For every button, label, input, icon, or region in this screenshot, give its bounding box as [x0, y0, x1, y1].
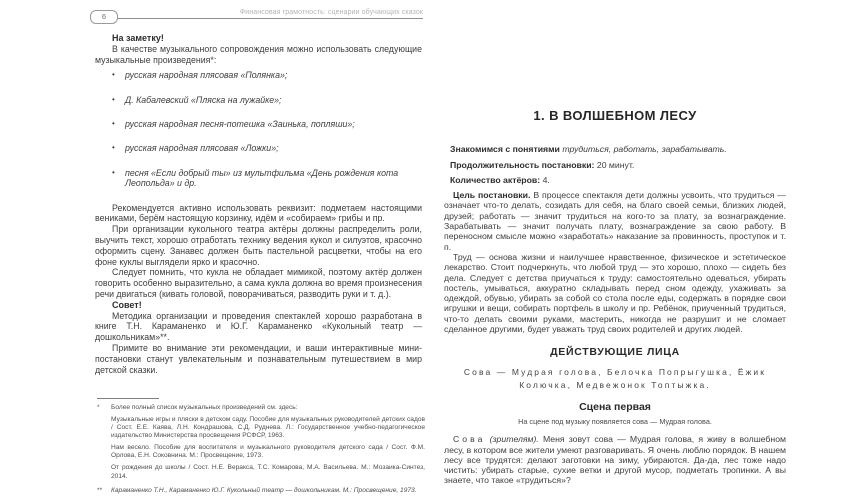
actors-label: Количество актёров: — [450, 174, 541, 185]
advice-heading: Совет! — [112, 299, 142, 310]
body-paragraph: При организации кукольного театра актёры должны распределить роли, выучить текст, хорошо отработать технику ведения кукол и силуэтов, красочно оформить сцену. Занавес должен быть пастельной расцветки, чтобы на его фоне куклы выглядели ярко и красочно. — [95, 224, 422, 267]
footnote — [95, 404, 425, 481]
header-rule — [90, 18, 423, 19]
footnote-marker: * — [97, 404, 100, 411]
footnote-source: Музыкальные игры и пляски в детском саду. Пособие для музыкальных руководителей детских садов / Сост. Е.Е. Каява, Л.Н. Кондрашова, С.Д. Руднева. Л.: Государственное учебно-педагогическое издательство Министерства просвещения РСФСР, 1963. — [111, 415, 425, 440]
music-list-item — [95, 70, 422, 81]
music-list-item — [95, 168, 422, 190]
duration-label: Продолжительность постановки: — [450, 159, 595, 170]
cast-list: Сова — Мудрая голова, Белочка Попрыгушка, Ёжик Колючка, Медвежонок Топтыжка. — [463, 366, 767, 391]
scene-heading: Сцена первая — [579, 400, 651, 413]
footnote-marker: ** — [97, 486, 103, 494]
footnotes — [95, 398, 425, 497]
right-page — [444, 0, 786, 494]
duration-value: 20 минут. — [596, 159, 635, 170]
footnote-source: От рождения до школы / Сост. Н.Е. Веракса, Т.С. Комарова, М.А. Васильева. М.: Мозаика-Синтез, 2014. — [111, 464, 425, 480]
concepts-label: Знакомимся с понятиями — [450, 144, 560, 155]
footnote-text: Караманенко Т.Н., Караманенко Ю.Г. Кукольный театр — дошкольникам. М.: Просвещение, 1973. — [111, 486, 417, 494]
bullet-icon: • — [112, 94, 115, 104]
left-page — [95, 33, 422, 375]
bullet-icon: • — [112, 70, 115, 80]
page-number: 6 — [90, 10, 118, 24]
bullet-icon: • — [112, 167, 115, 177]
concepts-value: трудиться, работать, зарабатывать. — [562, 144, 727, 155]
footnote — [95, 487, 425, 495]
production-meta — [444, 144, 786, 185]
owl-aside: (зрителям). — [489, 434, 539, 445]
footnote-text: Более полный список музыкальных произведений см. здесь: — [111, 404, 298, 411]
owl-character-name: Сова — [453, 434, 486, 445]
stage-direction: На сцене под музыку появляется сова — Мудрая голова. — [518, 416, 712, 426]
music-list-item-text: Д. Кабалевский «Пляска на лужайке»; — [125, 94, 282, 105]
music-list — [95, 70, 422, 189]
concepts-line — [444, 144, 786, 154]
cast-heading: ДЕЙСТВУЮЩИЕ ЛИЦА — [550, 346, 680, 359]
bullet-icon: • — [112, 143, 115, 153]
intro-paragraph: В качестве музыкального сопровождения можно использовать следующие музыкальные произведения*: — [95, 43, 422, 65]
bullet-icon: • — [112, 118, 115, 128]
music-list-item-text: русская народная плясовая «Полянка»; — [125, 70, 288, 81]
running-title: Финансовая грамотность: сценарии обучающих сказок — [239, 9, 423, 16]
music-list-item — [95, 95, 422, 106]
advice-paragraph: Методика организации и проведения спектаклей хорошо разработана в книге Т.Н. Караманенко и Ю.Г. Караманенко «Кукольный театр — дошкольникам»**. — [95, 310, 422, 343]
owl-dialogue — [444, 434, 786, 485]
music-list-item-text: русская народная песня-потешка «Заинька, попляши»; — [125, 118, 355, 129]
actors-value: 4. — [542, 174, 550, 185]
goal-paragraph — [444, 190, 786, 252]
music-list-item — [95, 143, 422, 154]
goal-section — [444, 190, 786, 334]
body-paragraph: Рекомендуется активно использовать реквизит: подметаем настоящими вениками, берём настоящую корзинку, идём и «собираем» грибы и пр. — [95, 202, 422, 224]
footnote-source: Нам весело. Пособие для воспитателя и музыкального руководителя детского сада / Сост. Ф.М. Орлова, Е.Н. Соковнина. М.: Просвещение, 1973. — [111, 444, 425, 460]
goal-text: В процессе спектакля дети должны усвоить, что трудиться — означает что-то делать, созидать для себя, на благо своей семьи, близких людей, друзей; работать — значит трудиться на кого-то за плату, за вознаграждение. Зарабатывать — значит получать плату, вознаграждение за свою работу. В переносном смысле можно «заработать» наказание за провинность, проступок и т. п. — [444, 190, 786, 252]
body-paragraph: Следует помнить, что кукла не обладает мимикой, поэтому актёр должен говорить особенно выразительно, а сама кукла должна во время произнесения речи двигаться (кивать головой, поворачиваться, разводить руки и т. д.). — [95, 267, 422, 300]
note-heading: На заметку! — [112, 33, 164, 43]
actors-line — [444, 175, 786, 185]
music-list-item-text: песня «Если добрый ты» из мультфильма «День рождения кота Леопольда» и др. — [125, 167, 399, 189]
music-list-item — [95, 119, 422, 130]
owl-speech: Меня зовут сова — Мудрая голова, я живу в волшебном лесу, в котором все жители умеют разговаривать. Я очень люблю порядок. В нашем лесу все трудятся: делают заготовки на зиму, убираются. Да-да, лес тоже надо чистить: убирать старые, сухие ветки и другой мусор, подметать тропинки. А вы знаете, что такое «трудиться»? — [444, 434, 786, 486]
advice-paragraph: Примите во внимание эти рекомендации, и ваши интерактивные мини-постановки станут увлекательным и познавательным путешествием в мир детской сказки. — [95, 343, 422, 375]
goal-label: Цель постановки. — [453, 190, 531, 201]
goal-paragraph: Труд — основа жизни и наилучшее нравственное, физическое и эстетическое лекарство. Стоит подчеркнуть, что любой труд — это хорошо, плохо — сидеть без дела. Следует с детства приучаться к труду: самостоятельно одеваться, убирать постель, умываться, аккуратно складывать перед сном одежду, ухаживать за одеждой, обувью, убирать за собой со стола после еды, содержать в порядке свои игрушки и вещи, собирать портфель в школу и пр. Ребёнок, приученный трудиться, что-то делать своими руками, мастерить, никогда не разрушит и не сломает сделанное другими, будет уважать труд своих родителей и других людей. — [444, 251, 786, 335]
footnote-separator — [97, 398, 159, 399]
duration-line — [444, 160, 786, 170]
music-list-item-text: русская народная плясовая «Ложки»; — [125, 143, 279, 154]
chapter-title: 1. В ВОЛШЕБНОМ ЛЕСУ — [533, 108, 697, 123]
